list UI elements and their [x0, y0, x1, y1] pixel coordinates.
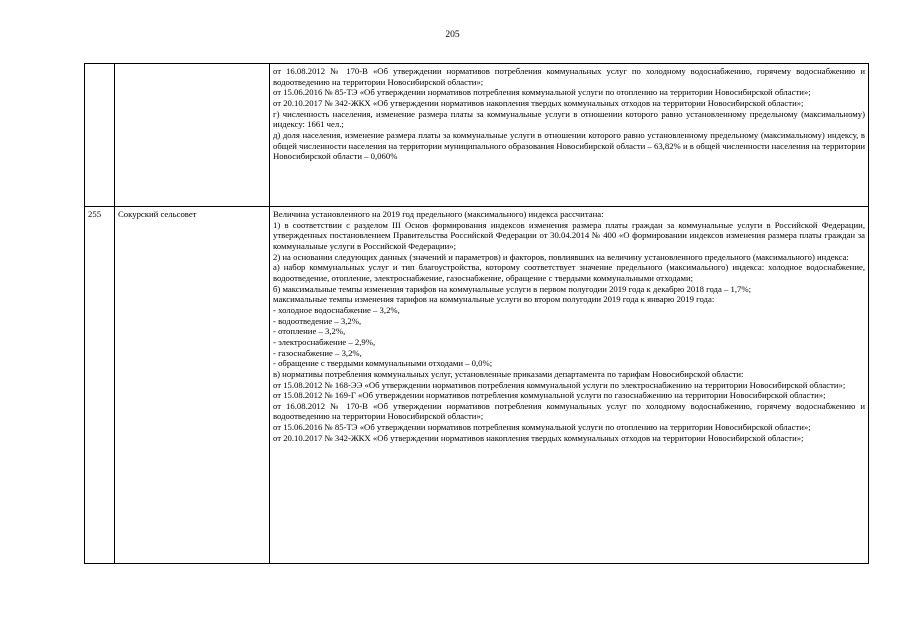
tariff-index-table	[84, 63, 869, 564]
table-row	[85, 64, 869, 207]
list-item: - холодное водоснабжение – 3,2%,	[273, 304, 400, 315]
paragraph: максимальные темпы изменения тарифов на коммунальные услуги во втором полугодии 2019 года к январю 2019 года:	[273, 294, 715, 305]
paragraph: от 20.10.2017 № 342-ЖКХ «Об утверждении нормативов накопления твердых коммунальных отходов на территории Новосибирской области»;	[273, 432, 804, 443]
paragraph: б) максимальные темпы изменения тарифов на коммунальные услуги в первом полугодии 2019 года к декабрю 2018 года – 1,7%;	[273, 283, 752, 294]
list-item: - электроснабжение – 2,9%,	[273, 336, 376, 347]
list-item: - отопление – 3,2%,	[273, 326, 346, 337]
table-row	[85, 207, 869, 564]
paragraph: а) набор коммунальных услуг и тип благоустройства, которому соответствует значение предельного (максимального) индекса: холодное водоснабжение, водоотведение, отопление, электроснабжение, газоснабжение, обращение с твердыми коммунальными отходами;	[273, 262, 865, 283]
paragraph: д) доля населения, изменение размера платы за коммунальные услуги в отношении которого равно установленному предельному (максимальному) индексу, в общей численности населения на территории муниципального образования Новосибирской области – 63,82% и в общей численности населения на территории Новосибирской области – 0,060%	[273, 129, 865, 162]
paragraph: 2) на основании следующих данных (значений и параметров) и факторов, повлиявших на величину установленного предельного (максимального) индекса:	[273, 251, 849, 262]
paragraph: от 16.08.2012 № 170-В «Об утверждении нормативов потребления коммунальных услуг по холодному водоснабжению, горячему водоснабжению и водоотведению на территории Новосибирской области»;	[273, 400, 865, 422]
paragraph: от 15.08.2012 № 168-ЭЭ «Об утверждении нормативов потребления коммунальной услуги по электроснабжению на территории Новосибирской области»;	[273, 379, 846, 390]
index-description-cell	[270, 207, 869, 564]
paragraph: от 16.08.2012 № 170-В «Об утверждении нормативов потребления коммунальных услуг по холодному водоснабжению, горячему водоснабжению и водоотведению на территории Новосибирской области»;	[273, 66, 865, 87]
paragraph: от 15.06.2016 № 85-ТЭ «Об утверждении нормативов потребления коммунальной услуги по отоплению на территории Новосибирской области»;	[273, 87, 811, 98]
paragraph: от 15.06.2016 № 85-ТЭ «Об утверждении нормативов потребления коммунальной услуги по отоплению на территории Новосибирской области»;	[273, 422, 811, 433]
paragraph: 1) в соответствии с разделом III Основ формирования индексов изменения размера платы граждан за коммунальные услуги в Российской Федерации, утвержденных постановлением Правительства Российской Федерации от 30.04.2014 № 400 «О формировании индексов изменения размера платы граждан за коммунальные услуги в Российской Федерации»;	[273, 219, 865, 251]
paragraph: г) численность населения, изменение размера платы за коммунальные услуги в отношении которого равно установленному предельному (максимальному) индексу: 1661 чел.;	[273, 108, 865, 130]
list-item: - газоснабжение – 3,2%,	[273, 347, 362, 358]
paragraph: от 20.10.2017 № 342-ЖКХ «Об утверждении нормативов накопления твердых коммунальных отходов на территории Новосибирской области»;	[273, 97, 804, 108]
settlement-name-cell	[115, 64, 270, 207]
index-description-cell	[270, 64, 869, 207]
page-number: 205	[445, 30, 460, 40]
row-number-cell	[85, 64, 115, 207]
list-item: - обращение с твердыми коммунальными отходами – 0,0%;	[273, 358, 493, 369]
row-number-cell: 255	[85, 207, 115, 564]
list-item: - водоотведение – 3,2%,	[273, 315, 362, 326]
paragraph: в) нормативы потребления коммунальных услуг, установленные приказами департамента по тарифам Новосибирской области:	[273, 368, 744, 379]
paragraph: Величина установленного на 2019 год предельного (максимального) индекса рассчитана:	[273, 209, 604, 219]
settlement-name-cell: Сокурский сельсовет	[115, 207, 270, 564]
paragraph: от 15.08.2012 № 169-Г «Об утверждении нормативов потребления коммунальной услуги по газоснабжению на территории Новосибирской области»;	[273, 390, 826, 401]
